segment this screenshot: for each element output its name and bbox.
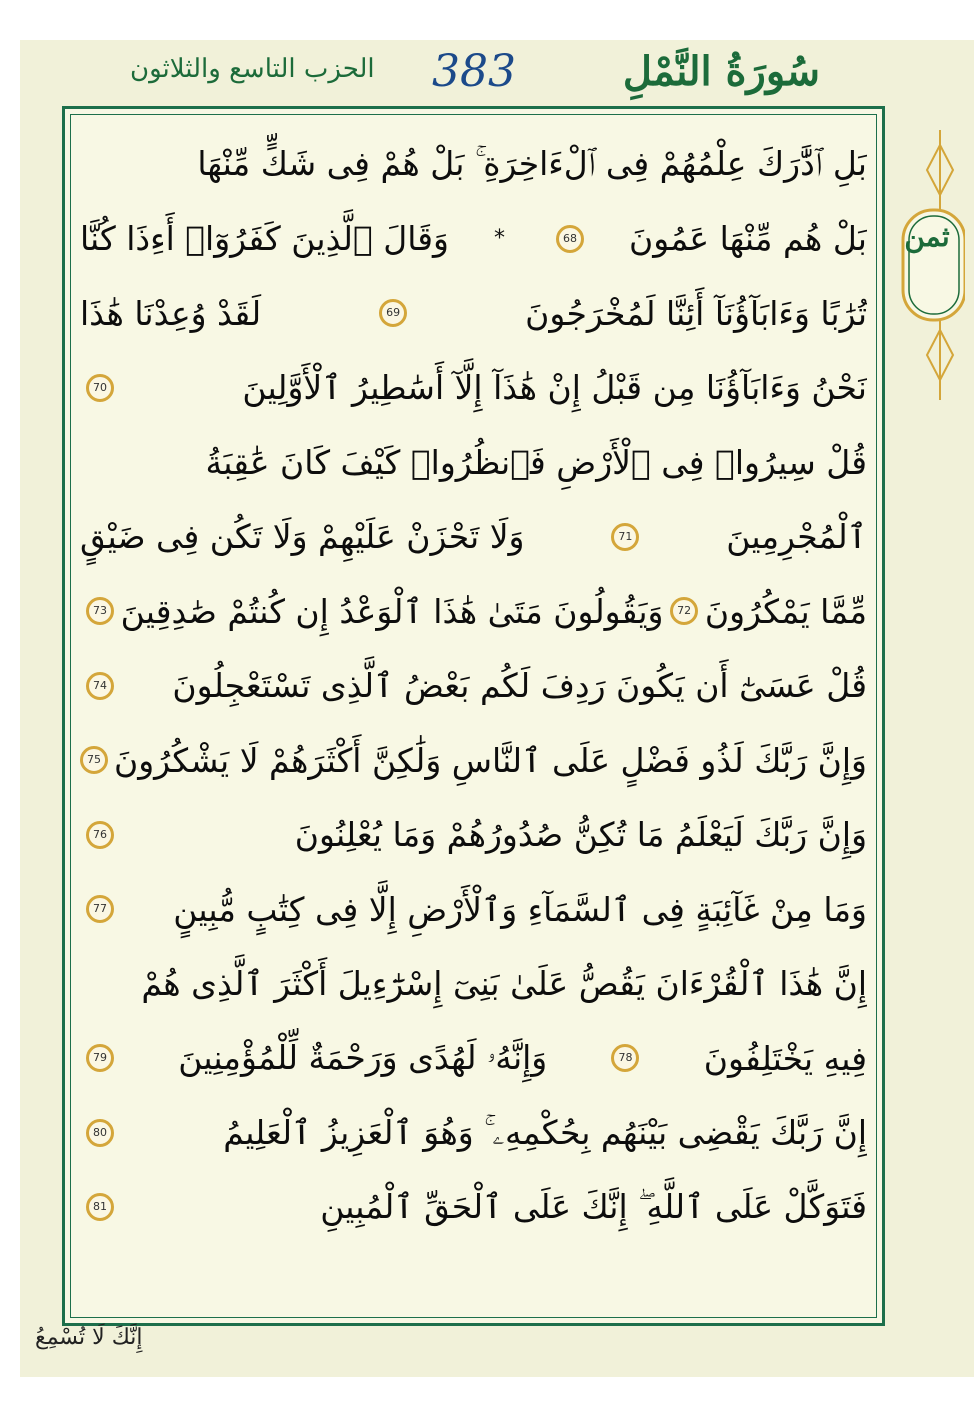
verse-text: تُرَٰبًا وَءَابَآؤُنَآ أَئِنَّا لَمُخْرَجُونَ: [525, 293, 867, 333]
verse-text: وَإِنَّ رَبَّكَ لَذُو فَضْلٍ عَلَى ٱلنَّاسِ وَلَٰكِنَّ أَكْثَرَهُمْ لَا يَشْكُرُونَ: [114, 740, 867, 780]
verse-line: [80, 500, 867, 575]
ayah-number-marker: 80: [86, 1119, 114, 1147]
verse-line: [80, 798, 867, 873]
verse-line: [80, 1170, 867, 1245]
text-frame: [62, 106, 885, 1326]
ayah-number-marker: 71: [611, 523, 639, 551]
verse-line: [80, 723, 867, 798]
verse-line: [80, 127, 867, 202]
catchword: إِنَّكَ لَا تُسْمِعُ: [35, 1325, 143, 1350]
ayah-number-marker: 68: [556, 225, 584, 253]
verse-line: [80, 1096, 867, 1171]
verse-text: إِنَّ رَبَّكَ يَقْضِى بَيْنَهُم بِحُكْمِهِۦ ۚ وَهُوَ ٱلْعَزِيزُ ٱلْعَلِيمُ: [223, 1112, 867, 1152]
surah-name: سُورَةُ النَّمْلِ: [622, 48, 820, 95]
verse-text: مِّمَّا يَمْكُرُونَ: [704, 591, 867, 631]
verse-text: قُلْ سِيرُوا۟ فِى ٱلْأَرْضِ فَٱنظُرُوا۟ كَيْفَ كَانَ عَٰقِبَةُ: [205, 442, 867, 482]
hizb-label: الحزب التاسع والثلاثون: [130, 54, 375, 84]
verse-lines: [80, 127, 867, 1245]
verse-line: [80, 574, 867, 649]
ayah-number-marker: 79: [86, 1044, 114, 1072]
verse-text: بَلْ هُم مِّنْهَا عَمُونَ: [629, 219, 867, 259]
ayah-number-marker: 76: [86, 821, 114, 849]
ayah-number-marker: 75: [80, 746, 108, 774]
thumn-ornament-icon: [895, 130, 965, 400]
ayah-number-marker: 69: [379, 299, 407, 327]
ayah-number-marker: 70: [86, 374, 114, 402]
sajda-star-icon: *: [494, 226, 505, 252]
page-number: 383: [432, 46, 516, 97]
ayah-number-marker: 74: [86, 672, 114, 700]
verse-line: [80, 1021, 867, 1096]
ayah-number-marker: 78: [611, 1044, 639, 1072]
verse-line: [80, 351, 867, 426]
verse-line: [80, 276, 867, 351]
verse-text: وَلَا تَحْزَنْ عَلَيْهِمْ وَلَا تَكُن فِى ضَيْقٍ: [80, 517, 525, 557]
verse-text: وَإِنَّهُۥ لَهُدًى وَرَحْمَةٌ لِّلْمُؤْمِنِينَ: [178, 1038, 548, 1078]
verse-text: بَلِ ٱدَّٰرَكَ عِلْمُهُمْ فِى ٱلْءَاخِرَةِ ۚ بَلْ هُمْ فِى شَكٍّ مِّنْهَا: [197, 144, 867, 184]
verse-text: إِنَّ هَٰذَا ٱلْقُرْءَانَ يَقُصُّ عَلَىٰ بَنِىٓ إِسْرَٰٓءِيلَ أَكْثَرَ ٱلَّذِى هُمْ: [141, 964, 867, 1004]
verse-line: [80, 872, 867, 947]
verse-text: فِيهِ يَخْتَلِفُونَ: [703, 1038, 867, 1078]
verse-text: وَإِنَّ رَبَّكَ لَيَعْلَمُ مَا تُكِنُّ صُدُورُهُمْ وَمَا يُعْلِنُونَ: [294, 815, 867, 855]
verse-line: [80, 947, 867, 1022]
verse-line: [80, 202, 867, 277]
verse-line: [80, 649, 867, 724]
ayah-number-marker: 77: [86, 895, 114, 923]
ayah-number-marker: 81: [86, 1193, 114, 1221]
verse-line: [80, 425, 867, 500]
thumn-label: ثمن: [904, 220, 950, 253]
page-header: [60, 46, 890, 106]
verse-text: وَقَالَ ٱلَّذِينَ كَفَرُوٓا۟ أَءِذَا كُنَّا: [80, 219, 449, 259]
ayah-number-marker: 72: [670, 597, 698, 625]
verse-text: نَحْنُ وَءَابَآؤُنَا مِن قَبْلُ إِنْ هَٰذَآ إِلَّآ أَسَٰطِيرُ ٱلْأَوَّلِينَ: [242, 368, 867, 408]
verse-text: قُلْ عَسَىٰٓ أَن يَكُونَ رَدِفَ لَكُم بَعْضُ ٱلَّذِى تَسْتَعْجِلُونَ: [172, 666, 867, 706]
verse-text: لَقَدْ وُعِدْنَا هَٰذَا: [80, 293, 262, 333]
verse-text: وَمَا مِنْ غَآئِبَةٍ فِى ٱلسَّمَآءِ وَٱلْأَرْضِ إِلَّا فِى كِتَٰبٍ مُّبِينٍ: [173, 889, 867, 929]
ayah-number-marker: 73: [86, 597, 114, 625]
verse-text: ٱلْمُجْرِمِينَ: [726, 517, 867, 557]
verse-text: فَتَوَكَّلْ عَلَى ٱللَّهِ ۖ إِنَّكَ عَلَى ٱلْحَقِّ ٱلْمُبِينِ: [320, 1187, 867, 1227]
verse-text: وَيَقُولُونَ مَتَىٰ هَٰذَا ٱلْوَعْدُ إِن كُنتُمْ صَٰدِقِينَ: [120, 591, 664, 631]
